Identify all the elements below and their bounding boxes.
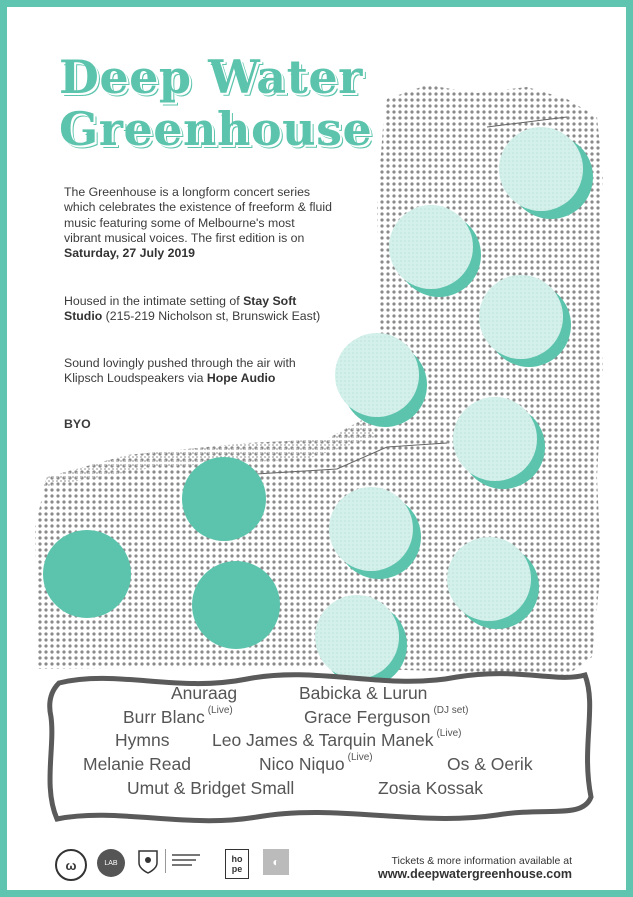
tickets-info: Tickets & more information available at bbox=[391, 855, 572, 867]
intro-text: The Greenhouse is a longform concert series which celebrates the existence of freeform & fluid music featuring some of Melbourne's most vibrant musical voices. The first edition is on bbox=[64, 185, 332, 245]
event-date: Saturday, 27 July 2019 bbox=[64, 246, 196, 261]
artist-anuraag: Anuraag bbox=[171, 683, 238, 703]
website-link[interactable]: www.deepwatergreenhouse.com bbox=[377, 867, 572, 881]
artist-nico-niquo: Nico Niquo $^{(Live)}$ bbox=[259, 752, 373, 774]
artist-os-oerik: Os & Oerik bbox=[447, 754, 533, 774]
title-line-1: Deep Water bbox=[59, 50, 363, 104]
artist-zosia-kossak: Zosia Kossak bbox=[378, 778, 484, 798]
conservatorium-logo bbox=[165, 849, 204, 873]
byo-label: BYO bbox=[64, 417, 91, 431]
sound-text: Sound lovingly pushed through the air with Klipsch Loudspeakers via bbox=[64, 356, 296, 386]
title-line-2: Greenhouse bbox=[59, 102, 373, 156]
artist-melanie-read: Melanie Read bbox=[83, 754, 191, 774]
artist-babicka-lurun: Babicka & Lurun bbox=[299, 683, 428, 703]
venue-name: Stay Soft Studio bbox=[64, 294, 297, 324]
university-crest-icon bbox=[137, 849, 159, 875]
dw-logo: ω bbox=[55, 849, 87, 881]
artist-burr-blanc: Burr Blanc $^{(Live)}$ bbox=[123, 705, 233, 727]
artist-umut-bridget-small: Umut & Bridget Small bbox=[127, 778, 295, 798]
artist-note: (DJ set) bbox=[433, 705, 469, 716]
artist-note: (Live) bbox=[207, 705, 233, 716]
description-intro bbox=[64, 185, 334, 261]
artist-hymns: Hymns bbox=[115, 730, 170, 750]
description-sound bbox=[64, 356, 334, 387]
artist-note: (Live) bbox=[436, 728, 462, 739]
artist-grace-ferguson: Grace Ferguson $^{(DJ set)}$ bbox=[304, 705, 469, 727]
venue-text: Housed in the intimate setting of bbox=[64, 294, 244, 308]
lab-logo: LAB bbox=[97, 849, 125, 877]
sound-partner: Hope Audio bbox=[206, 371, 276, 386]
hope-audio-logo: ho pe bbox=[225, 849, 249, 879]
venue-address: (215-219 Nicholson st, Brunswick East) bbox=[102, 309, 321, 324]
artist-note: (Live) bbox=[347, 752, 373, 763]
stay-soft-logo-icon: ◐ bbox=[263, 849, 289, 875]
description-venue bbox=[64, 294, 334, 325]
artist-leo-james-tarquin-manek: Leo James & Tarquin Manek $^{(Live)}$ bbox=[212, 728, 462, 750]
footer bbox=[378, 855, 572, 881]
